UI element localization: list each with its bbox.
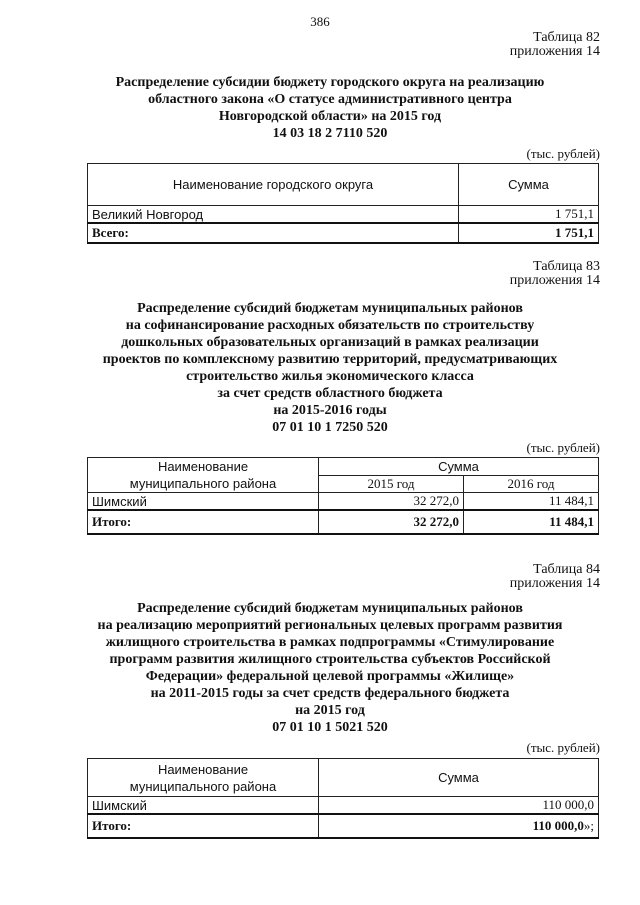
- title-line: программ развития жилищного строительства субъектов Российской: [109, 652, 551, 667]
- table-84-label: Таблица 84: [533, 562, 600, 577]
- title-line: Новгородской области» на 2015 год: [218, 109, 442, 124]
- total-row: [88, 510, 599, 534]
- total-sum: 1 751,1: [459, 223, 599, 243]
- table-header-row: [88, 164, 599, 206]
- total-sum-2015: 32 272,0: [319, 510, 464, 534]
- header-year-2016: 2016 год: [464, 475, 599, 493]
- title-line: на реализацию мероприятий региональных целевых программ развития: [97, 618, 563, 633]
- table-82-unit: (тыс. рублей): [526, 146, 600, 161]
- table-83-label: Таблица 83: [533, 259, 600, 274]
- title-line: Распределение субсидий бюджетам муниципальных районов: [137, 301, 523, 316]
- title-line: на 2015-2016 годы: [273, 403, 387, 418]
- title-line: строительство жилья экономического класса: [186, 369, 474, 384]
- title-line: на 2011-2015 годы за счет средств федерального бюджета: [150, 686, 510, 701]
- table-row: [88, 493, 599, 511]
- title-line: жилищного строительства в рамках подпрограммы «Стимулирование: [105, 635, 555, 650]
- title-line: 07 01 10 1 7250 520: [272, 420, 388, 435]
- header-name-line: Наименование: [157, 459, 249, 474]
- total-label: Итого:: [88, 814, 319, 838]
- row-sum-2015: 32 272,0: [319, 493, 464, 511]
- table-83-appendix: приложения 14: [509, 273, 600, 288]
- header-name-line: Наименование: [157, 761, 249, 777]
- table-row: [88, 797, 599, 815]
- table-82: [87, 163, 599, 244]
- header-name: Наименование городского округа: [88, 164, 459, 206]
- total-sum-value: 110 000,0: [532, 818, 584, 833]
- header-sum: Сумма: [319, 759, 599, 797]
- header-name-line: муниципального района: [129, 778, 277, 794]
- title-line: проектов по комплексному развитию территорий, предусматривающих: [102, 352, 558, 367]
- table-84: [87, 758, 599, 839]
- table-82-title: [60, 74, 600, 142]
- row-name: Шимский: [88, 797, 319, 815]
- title-line: Распределение субсидий бюджетам муниципальных районов: [137, 601, 523, 616]
- header-sum: Сумма: [459, 164, 599, 206]
- title-line: областного закона «О статусе административного центра: [148, 92, 512, 107]
- title-line: 07 01 10 1 5021 520: [272, 720, 388, 735]
- total-row: [88, 814, 599, 838]
- row-sum: 1 751,1: [459, 206, 599, 224]
- table-header-row: [88, 458, 599, 476]
- total-sum: [319, 814, 599, 838]
- header-name: [88, 458, 319, 493]
- header-year-2015: 2015 год: [319, 475, 464, 493]
- title-line: 14 03 18 2 7110 520: [272, 126, 388, 141]
- title-line: на софинансирование расходных обязательств по строительству: [125, 318, 535, 333]
- table-84-title: [60, 600, 600, 736]
- title-line: на 2015 год: [295, 703, 365, 718]
- table-82-label: Таблица 82: [533, 30, 600, 45]
- row-name: Шимский: [88, 493, 319, 511]
- table-82-appendix: приложения 14: [509, 44, 600, 59]
- page-number: 386: [310, 14, 330, 29]
- title-line: Федерации» федеральной целевой программы «Жилище»: [145, 669, 515, 684]
- table-84-appendix: приложения 14: [509, 576, 600, 591]
- header-name-line: муниципального района: [129, 476, 277, 491]
- table-row: [88, 206, 599, 224]
- header-sum: Сумма: [319, 458, 599, 476]
- title-line: за счет средств областного бюджета: [217, 386, 443, 401]
- table-83-title: [60, 300, 600, 436]
- row-sum: 110 000,0: [319, 797, 599, 815]
- title-line: Распределение субсидии бюджету городского округа на реализацию: [115, 75, 545, 90]
- total-label: Всего:: [88, 223, 459, 243]
- total-row: [88, 223, 599, 243]
- total-sum-2016: 11 484,1: [464, 510, 599, 534]
- header-name: [88, 759, 319, 797]
- table-83-unit: (тыс. рублей): [526, 440, 600, 455]
- row-name: Великий Новгород: [88, 206, 459, 224]
- title-line: дошкольных образовательных организаций в рамках реализации: [121, 335, 539, 350]
- table-83: [87, 457, 599, 535]
- row-sum-2016: 11 484,1: [464, 493, 599, 511]
- table-84-unit: (тыс. рублей): [526, 740, 600, 755]
- total-label: Итого:: [88, 510, 319, 534]
- closing-quote: »;: [583, 818, 594, 833]
- table-header-row: [88, 759, 599, 797]
